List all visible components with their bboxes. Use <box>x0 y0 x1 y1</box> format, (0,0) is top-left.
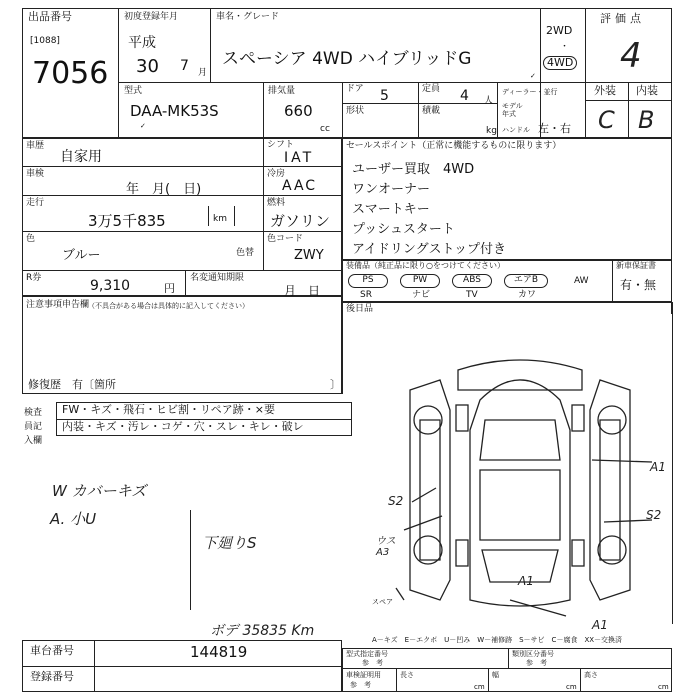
length-label: 長さ <box>400 671 414 679</box>
grade-value: 4 <box>620 36 642 76</box>
usage-label: 車歴 <box>26 141 45 151</box>
class-label: 類別区分番号 <box>512 650 554 658</box>
rear-box <box>342 302 672 314</box>
mark-a1-center: A1 <box>518 574 534 588</box>
ext-value: C <box>598 106 615 134</box>
equip-aw: AW <box>574 276 589 286</box>
recycle-label: R券 <box>26 273 42 283</box>
cert-label: 車検証明用 <box>346 671 381 679</box>
lot-label: 出品番号 <box>28 10 72 23</box>
reg-month-unit: 月 <box>198 68 208 78</box>
model-year-label: モデル年式 <box>502 102 523 118</box>
lot-number: 7056 <box>32 56 109 91</box>
handnote-under: 下廻りS <box>202 534 257 552</box>
chassis-label: 車台番号 <box>30 644 74 657</box>
mileage-value: 3万5千835 <box>88 212 166 230</box>
recolor-label: 色替 <box>236 248 255 258</box>
load-label: 積載 <box>422 106 441 116</box>
model-label: 車名・グレード <box>216 12 280 22</box>
shift-value: IAT <box>284 150 315 166</box>
sales-point-item: ワンオーナー <box>352 182 431 197</box>
height-unit: cm <box>658 683 669 691</box>
model-name: スペーシア 4WD ハイブリッドG <box>222 49 472 69</box>
dealer-label: ディーラー・並行 <box>502 88 558 96</box>
disp-unit: cc <box>320 124 330 134</box>
sheet-header <box>22 8 672 138</box>
width-label: 幅 <box>492 671 499 679</box>
sales-point-item: アイドリングストップ付き <box>352 242 507 257</box>
equip-tv: TV <box>466 290 478 300</box>
mark-a3: ウス A3 <box>376 536 396 558</box>
spare-label: スペア <box>372 598 393 606</box>
mileage-label: 走行 <box>26 198 45 208</box>
cap-label: 定員 <box>422 84 441 94</box>
int-value: B <box>638 106 655 134</box>
handle-value: 左・右 <box>538 122 571 135</box>
repair-value: 有〔箇所 <box>72 378 116 391</box>
class-sub: 参 考 <box>526 659 547 667</box>
reg-label: 初度登録年月 <box>124 12 179 22</box>
inspect-label: 車検 <box>26 169 45 179</box>
lot-bracket: [1088] <box>30 36 60 46</box>
equip-pw: PW <box>400 274 440 288</box>
height-label: 高さ <box>584 671 598 679</box>
ac-value: AAC <box>282 178 318 194</box>
handnote-a: A. 小U <box>50 510 97 528</box>
model-spec-label: 型式指定番号 <box>346 650 388 658</box>
reg-num-label: 登録番号 <box>30 670 74 683</box>
width-unit: cm <box>566 683 577 691</box>
damage-legend: A－キズ E－エクボ U－凹み W－補修跡 S－サビ C－腐食 XX－交換済 <box>372 636 623 644</box>
fuel-value: ガソリン <box>270 212 331 230</box>
handle-label: ハンドル <box>502 126 530 134</box>
type-value: DAA-MK53S <box>130 102 219 120</box>
footer-right <box>342 648 672 692</box>
sales-points-title: セールスポイント（正常に機能するものに限ります） <box>346 141 562 151</box>
checks-left-label: 検査員記入欄 <box>24 408 43 446</box>
handnote-cover: W カバーキズ <box>52 482 147 500</box>
cap-unit: 人 <box>484 96 494 106</box>
equip-navi: ナビ <box>412 290 431 300</box>
equip-ps: PS <box>348 274 388 288</box>
new-car-value: 有・無 <box>620 278 657 292</box>
door-value: 5 <box>380 88 389 104</box>
mark-a1-right: A1 <box>650 460 666 474</box>
disp-value: 660 <box>284 102 313 120</box>
mileage-unit: km <box>213 214 227 224</box>
mark-a1-bottom: A1 <box>592 618 608 632</box>
repair-close: 〕 <box>330 378 341 391</box>
color-code-value: ZWY <box>294 248 324 263</box>
equip-abs: ABS <box>452 274 492 288</box>
equip-airbag: エアB <box>504 274 548 288</box>
caution-box <box>22 296 342 394</box>
ac-label: 冷房 <box>267 169 286 179</box>
color-label: 色 <box>26 234 36 244</box>
load-unit: kg <box>486 126 497 136</box>
color-code-label: 色コード <box>267 234 304 244</box>
handnote-mileage: ボデ 35835 Km <box>210 623 315 639</box>
checks-row1: FW・キズ・飛石・ヒビ割・リペア跡・×要 <box>62 403 275 416</box>
color-value: ブルー <box>62 248 101 263</box>
chassis-value: 144819 <box>190 643 248 661</box>
recycle-value: 9,310 <box>90 278 131 294</box>
transfer-label: 名変通知期限 <box>190 273 245 283</box>
sales-point-item: プッシュスタート <box>352 222 455 237</box>
recycle-unit: 円 <box>164 282 175 295</box>
new-car-label: 新車保証書 <box>616 261 656 270</box>
grade-label: 評価点 <box>600 12 645 25</box>
caution-label: 注意事項申告欄 <box>26 300 90 310</box>
reg-year: 30 <box>136 56 159 77</box>
checks-row2: 内装・キズ・汚レ・コゲ・穴・スレ・キレ・破レ <box>62 420 304 433</box>
fuel-label: 燃料 <box>267 198 286 208</box>
equip-leather: カワ <box>518 290 537 300</box>
mark-s2-left: S2 <box>388 494 404 508</box>
sales-point-item: ユーザー買取 4WD <box>352 162 475 177</box>
drive-2wd: 2WD <box>546 24 573 37</box>
cert-sub: 参 考 <box>350 681 371 689</box>
mark-s2-right: S2 <box>646 508 662 522</box>
transfer-value: 月 日 <box>284 284 321 298</box>
shape-label: 形状 <box>346 106 365 116</box>
equip-sr: SR <box>360 290 372 300</box>
inspect-value: 年 月( 日) <box>126 182 202 197</box>
disp-label: 排気量 <box>268 86 296 96</box>
type-label: 型式 <box>124 86 143 96</box>
rear-label: 後日品 <box>346 304 374 314</box>
caution-hint: （不具合がある場合は具体的に記入してください） <box>88 302 249 310</box>
length-unit: cm <box>474 683 485 691</box>
drive-4wd: 4WD <box>543 56 577 70</box>
reg-month: 7 <box>180 58 189 74</box>
door-label: ドア <box>346 84 364 94</box>
ext-label: 外装 <box>594 84 616 97</box>
int-label: 内装 <box>636 84 658 97</box>
sales-point-item: スマートキー <box>352 202 430 217</box>
repair-label: 修復歴 <box>28 378 61 391</box>
shift-label: シフト <box>267 140 295 150</box>
reg-era: 平成 <box>128 35 156 51</box>
equipment-title: 装備品（純正品に限り○をつけてください） <box>346 261 505 270</box>
usage-value: 自家用 <box>60 149 102 165</box>
cap-value: 4 <box>460 88 469 104</box>
model-spec-sub: 参 考 <box>362 659 383 667</box>
